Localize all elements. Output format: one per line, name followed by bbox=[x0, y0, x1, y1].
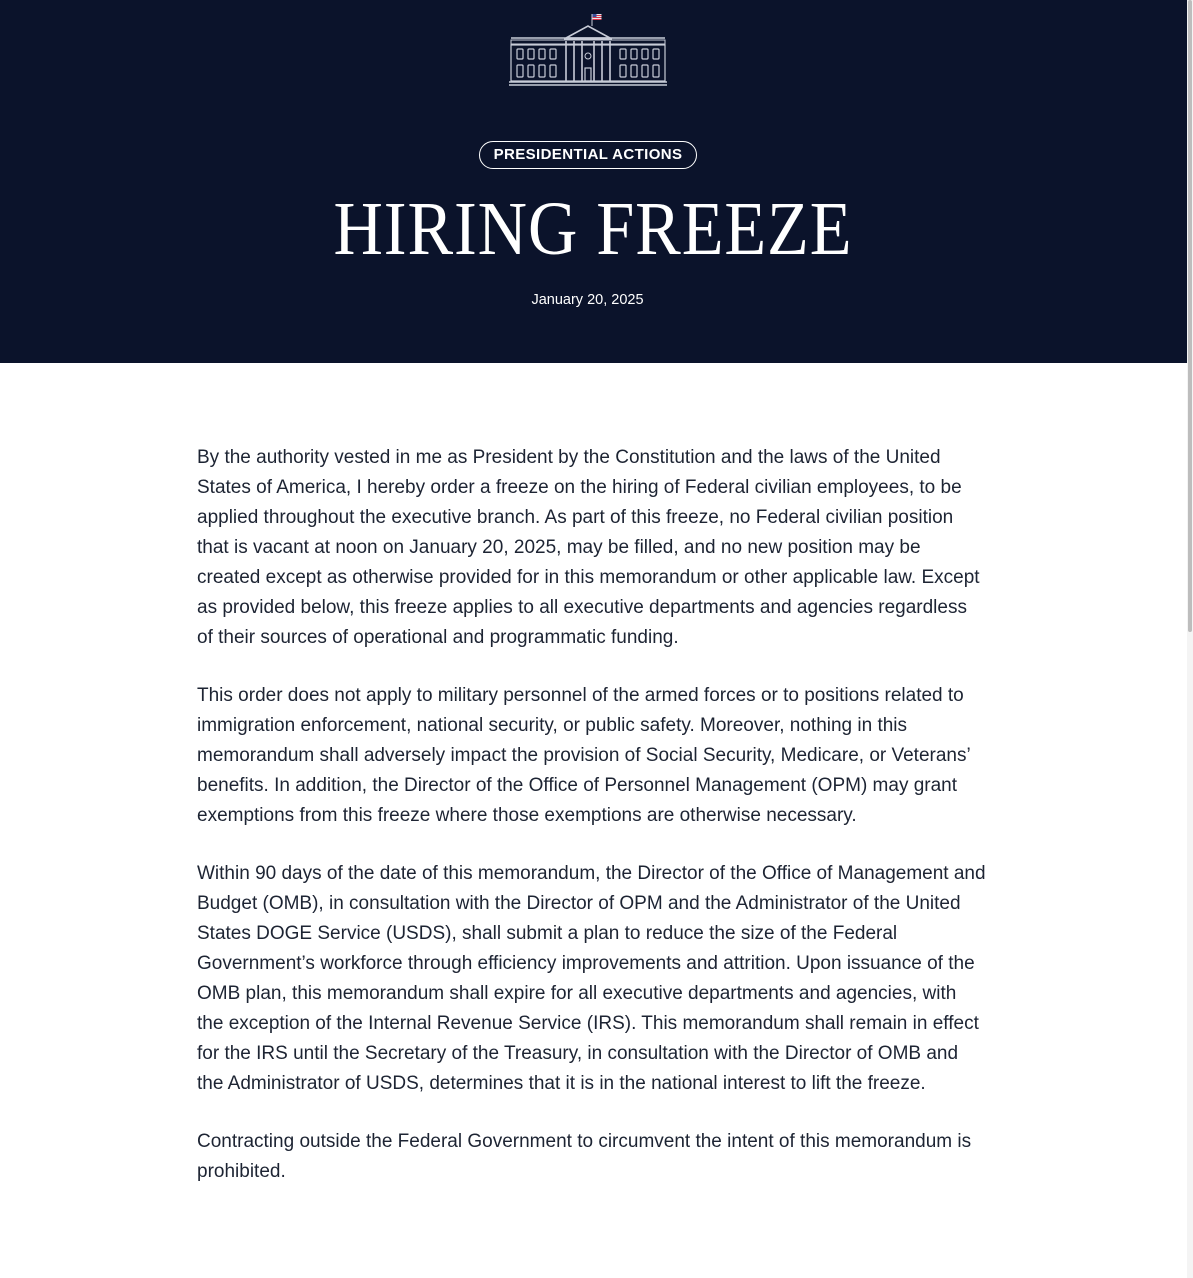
article-body bbox=[197, 443, 987, 1215]
publish-date: January 20, 2025 bbox=[531, 292, 644, 308]
category-badge[interactable]: PRESIDENTIAL ACTIONS bbox=[479, 141, 697, 169]
scrollbar-thumb[interactable] bbox=[1188, 0, 1192, 632]
page-title: HIRING FREEZE bbox=[333, 187, 853, 271]
article-paragraph: This order does not apply to military personnel of the armed forces or to positions related to immigration enforcement, national security, or public safety. Moreover, nothing in this memorandum shall adversely impact the provision of Social Security, Medicare, or Veterans’ benefits. In addition, the Director of the Office of Personnel Management (OPM) may grant exemptions from this freeze where those exemptions are otherwise necessary. bbox=[197, 685, 971, 826]
article-paragraph: Contracting outside the Federal Government to circumvent the intent of this memorandum is prohibited. bbox=[197, 1131, 972, 1182]
white-house-logo-icon[interactable] bbox=[508, 12, 668, 88]
article-paragraph: Within 90 days of the date of this memorandum, the Director of the Office of Management and Budget (OMB), in consultation with the Director of OPM and the Administrator of the United States DOGE Service (USDS), shall submit a plan to reduce the size of the Federal Government’s workforce through efficiency improvements and attrition. Upon issuance of the OMB plan, this memorandum shall expire for all executive departments and agencies, with the exception of the Internal Revenue Service (IRS). This memorandum shall remain in effect for the IRS until the Secretary of the Treasury, in consultation with the Director of OMB and the Administrator of USDS, determines that it is in the national interest to lift the freeze. bbox=[197, 863, 986, 1094]
article-paragraph: By the authority vested in me as President by the Constitution and the laws of the United States of America, I hereby order a freeze on the hiring of Federal civilian employees, to be applied throughout the executive branch. As part of this freeze, no Federal civilian position that is vacant at noon on January 20, 2025, may be filled, and no new position may be created except as otherwise provided for in this memorandum or other applicable law. Except as provided below, this freeze applies to all executive departments and agencies regardless of their sources of operational and programmatic funding. bbox=[197, 447, 980, 648]
article-header bbox=[0, 0, 1187, 363]
